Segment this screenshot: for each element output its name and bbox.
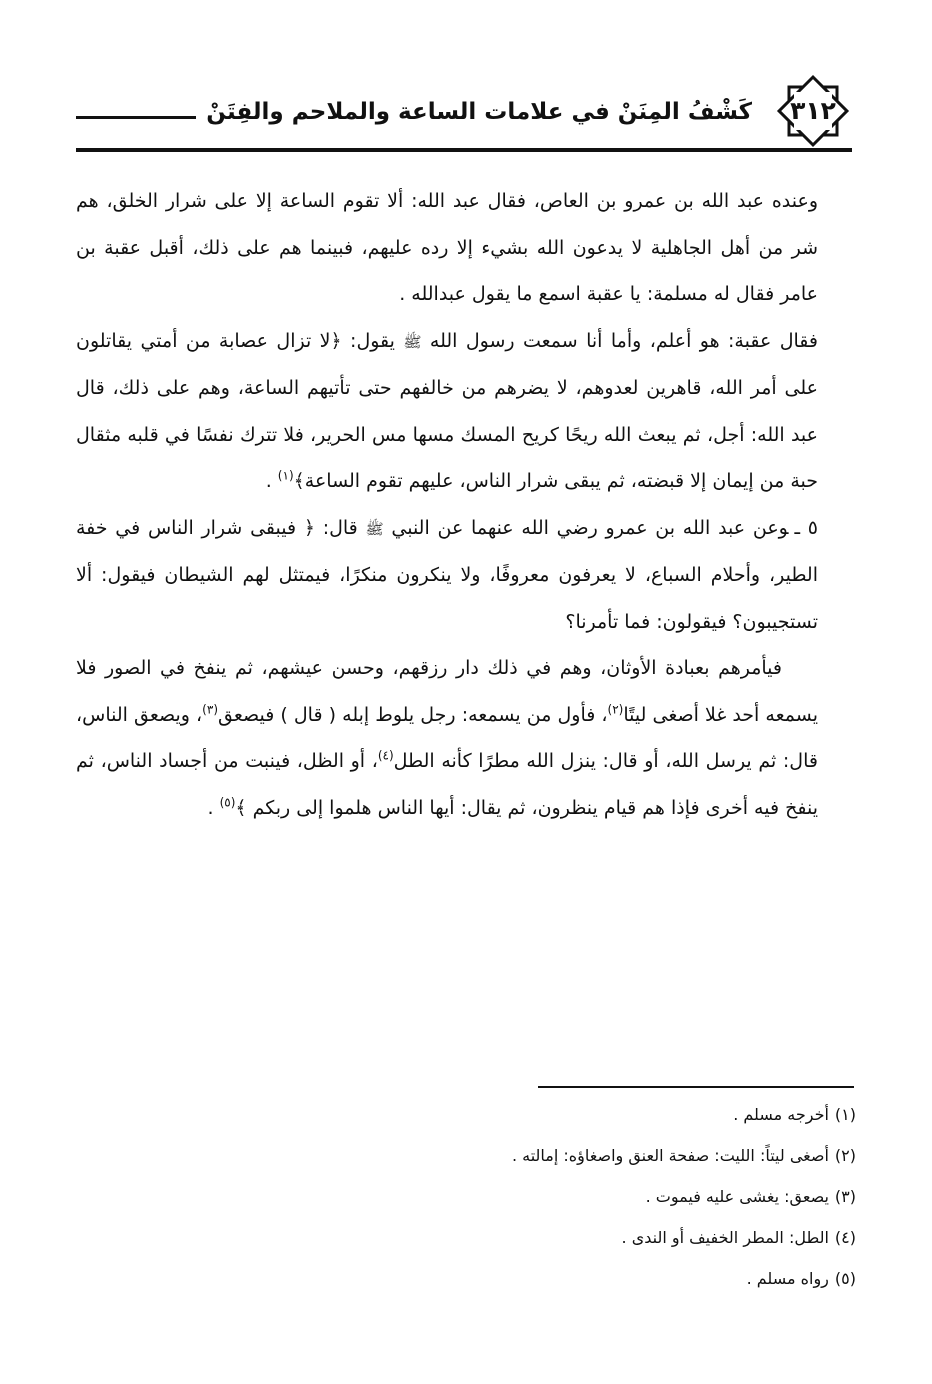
footnote-number: (٣) — [834, 1187, 856, 1206]
footnote-separator — [538, 1086, 854, 1088]
paragraph-3 — [76, 505, 818, 646]
footnote-number: (٤) — [834, 1228, 856, 1247]
footnote-ref-5[interactable]: (٥) — [219, 795, 236, 810]
paragraph-2-end: . — [265, 470, 278, 492]
header-rule — [76, 148, 852, 152]
footnote-text: رواه مسلم . — [746, 1269, 829, 1288]
footnote-item — [76, 1217, 856, 1258]
footnote-item — [76, 1258, 856, 1299]
paragraph-4 — [76, 645, 818, 831]
paragraph-4-text-d: ، أو الظل، فينبت من أجساد الناس، ثم ينفخ فيه أخرى فإذا هم قيام ينظرون، ثم يقال: أيها الناس هلموا إلى ربكم ﴾ — [76, 750, 818, 819]
title-dash-rule — [76, 116, 196, 119]
paragraph-3-text-b: قال: ﴿ فيبقى شرار الناس في خفة الطير، وأحلام السباع، لا يعرفون معروفًا، ولا ينكرون منكرًا، فيمتثل لهم الشيطان فيقول: ألا تستجيبون؟ فيقولون: فما تأمرنا؟ — [76, 516, 818, 633]
footnote-text: أخرجه مسلم . — [733, 1105, 829, 1124]
footnote-item — [76, 1094, 856, 1135]
footnote-text: يصعق: يغشى عليه فيموت . — [645, 1187, 829, 1206]
paragraph-4-text-b: ، فأول من يسمعه: رجل يلوط إبله ( قال ) فيصعق — [218, 703, 608, 726]
footnote-ref-2[interactable]: (٢) — [607, 702, 624, 717]
footnote-ref-4[interactable]: (٤) — [377, 748, 394, 763]
paragraph-2-text-b: يقول: ﴿لا تزال عصابة من أمتي يقاتلون على أمر الله، قاهرين لعدوهم، لا يضرهم من خالفهم حتى تأتيهم الساعة، وهم على ذلك، قال عبد الله: أجل، ثم يبعث الله ريحًا كريح المسك مسها مس الحرير، فلا تترك نفسًا في قلبه مثقال حبة من إيمان إلا قبضته، ثم يبقى شرار الناس، عليهم تقوم الساعة﴾ — [76, 329, 818, 492]
paragraph-1: وعنده عبد الله بن عمرو بن العاص، فقال عبد الله: ألا تقوم الساعة إلا على شرار الخلق، هم شر من أهل الجاهلية لا يدعون الله بشيء إلا رده عليهم، فبينما هم على ذلك، أقبل عقبة بن عامر فقال له مسلمة: يا عقبة اسمع ما يقول عبدالله . — [76, 190, 818, 305]
salawat-glyph: ﷺ — [365, 519, 384, 538]
page-header — [76, 72, 852, 156]
footnote-item — [76, 1176, 856, 1217]
paragraph-4-text-c: ، ويصعق الناس، قال: ثم يرسل الله، أو قال: ينزل الله مطرًا كأنه الطل — [76, 703, 818, 772]
paragraph-4-text-a: فيأمرهم بعبادة الأوثان، وهم في ذلك دار رزقهم، وحسن عيشهم، ثم ينفخ في الصور فلا يسمعه أحد غلا أصغى ليتًا — [76, 657, 818, 726]
paragraph-2-text-a: فقال عقبة: هو أعلم، وأما أنا سمعت رسول الله — [421, 329, 818, 352]
footnotes — [76, 1094, 856, 1299]
footnote-number: (١) — [834, 1105, 856, 1124]
footnote-ref-1[interactable]: (١) — [277, 468, 294, 483]
footnote-text: أصغى ليتاً: الليت: صفحة العنق واصغاؤه: إمالته . — [511, 1146, 829, 1165]
footnote-text: الطل: المطر الخفيف أو الندى . — [621, 1228, 829, 1247]
salawat-glyph: ﷺ — [403, 332, 422, 351]
paragraph-2 — [76, 318, 818, 505]
paragraph-4-end: . — [207, 796, 220, 819]
running-title: كَشْفُ المِنَنْ في علامات الساعة والملاحم والفِتَنْ — [206, 99, 752, 125]
page-number-badge — [774, 72, 852, 150]
footnote-ref-3[interactable]: (٣) — [202, 702, 218, 717]
page-number: ٣١٢ — [790, 96, 836, 125]
footnote-item — [76, 1135, 856, 1176]
main-text — [76, 178, 818, 831]
footnote-number: (٢) — [834, 1146, 856, 1165]
footnote-number: (٥) — [834, 1269, 856, 1288]
paragraph-3-text-a: وعن عبد الله بن عمرو رضي الله عنهما عن النبي — [383, 516, 789, 539]
item-number: ٥ ـ — [794, 516, 818, 539]
